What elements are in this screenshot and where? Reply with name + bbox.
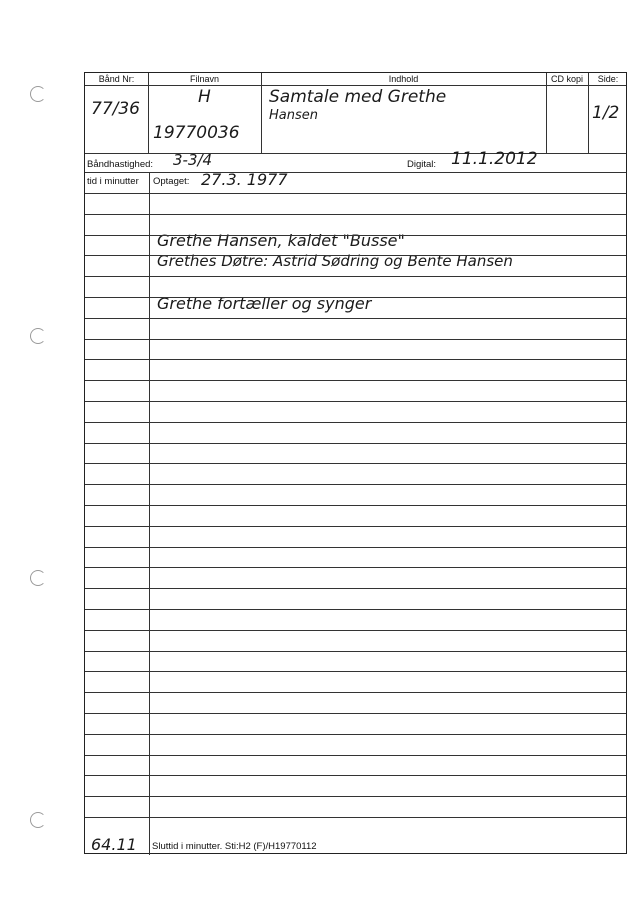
- recorded-value: 27.3. 1977: [201, 170, 288, 189]
- ruled-line: [85, 817, 626, 818]
- digital-value: 11.1.2012: [451, 149, 538, 169]
- content-line-1: Samtale med Grethe: [269, 87, 447, 107]
- ruled-line: [85, 214, 626, 215]
- ruled-line: [85, 359, 626, 360]
- band-number-header: Bånd Nr:: [98, 74, 135, 84]
- end-minutes-value: 64.11: [91, 835, 137, 854]
- note-line-1: Grethe Hansen, kaldet "Busse": [157, 231, 405, 250]
- ruled-line: [85, 255, 626, 256]
- ruled-line: [85, 567, 626, 568]
- speed-label: Båndhastighed:: [87, 159, 154, 170]
- ruled-line: [85, 692, 626, 693]
- ruled-line: [85, 401, 626, 402]
- ruled-line: [85, 505, 626, 506]
- ruled-line: [85, 609, 626, 610]
- minutes-label: tid i minutter: [87, 176, 139, 187]
- ruled-line: [85, 630, 626, 631]
- ruled-line: [85, 443, 626, 444]
- ruled-line: [85, 775, 626, 776]
- file-number-value: 19770036: [153, 123, 240, 143]
- ruled-line: [85, 755, 626, 756]
- recorded-label: Optaget:: [153, 176, 190, 187]
- ruled-line: [85, 422, 626, 423]
- ruled-line: [85, 463, 626, 464]
- content-header: Indhold: [388, 74, 419, 84]
- note-line-2: Grethes Døtre: Astrid Sødring og Bente Hansen: [157, 252, 513, 270]
- ruled-line: [85, 526, 626, 527]
- band-number-value: 77/36: [91, 99, 140, 119]
- ruled-line: [85, 734, 626, 735]
- punch-hole-2: [30, 328, 46, 344]
- ruled-line: [85, 713, 626, 714]
- ruled-line: [85, 651, 626, 652]
- ruled-line: [85, 671, 626, 672]
- ruled-line: [85, 547, 626, 548]
- ruled-line: [85, 588, 626, 589]
- tape-log-form: [84, 72, 627, 854]
- speed-value: 3-3/4: [173, 151, 213, 169]
- ruled-line: [85, 318, 626, 319]
- punch-hole-1: [30, 86, 46, 102]
- side-value: 1/2: [592, 103, 620, 123]
- ruled-line: [85, 796, 626, 797]
- side-header: Side:: [597, 74, 619, 84]
- file-letter-value: H: [198, 87, 211, 107]
- note-line-3: Grethe fortæller og synger: [157, 294, 372, 313]
- end-time-text: Sluttid i minutter. Sti:H2 (F)/H19770112: [152, 841, 317, 852]
- digital-label: Digital:: [407, 159, 437, 170]
- cd-copy-header: CD kopi: [550, 74, 583, 84]
- ruled-line: [85, 235, 626, 236]
- filename-header: Filnavn: [189, 74, 219, 84]
- content-line-2: Hansen: [269, 108, 318, 123]
- ruled-line: [85, 484, 626, 485]
- ruled-line: [85, 297, 626, 298]
- ruled-line: [85, 380, 626, 381]
- punch-hole-4: [30, 812, 46, 828]
- ruled-line: [85, 276, 626, 277]
- punch-hole-3: [30, 570, 46, 586]
- ruled-line: [85, 193, 626, 194]
- ruled-line: [85, 339, 626, 340]
